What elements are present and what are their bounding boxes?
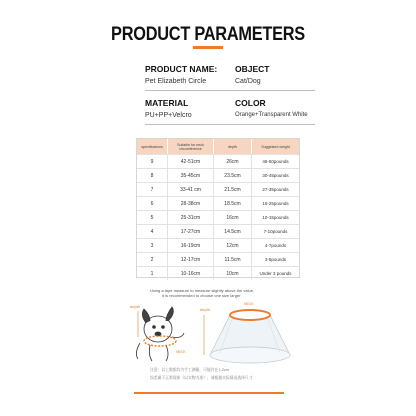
dog-cone-illustration (120, 293, 320, 365)
spec-cell: 2 (150, 256, 154, 263)
measure-note-line1: Using a tape measure to measure slightly above the value, (150, 288, 255, 293)
depth-label-dog: depth (130, 304, 141, 309)
table-row (137, 196, 299, 210)
measurement-illustration (120, 293, 320, 365)
table-header (137, 139, 299, 154)
depth-cell: 18.5cm (213, 197, 251, 210)
material-label: MATERIAL (145, 98, 189, 108)
table-row (137, 210, 299, 224)
color-value: Orange+Transparent White (235, 112, 308, 118)
weight-cell: 27-35pounds (251, 183, 299, 196)
spec-cell: 9 (150, 158, 154, 165)
depth-cell: 11.5cm (213, 253, 251, 266)
material-value: PU+PP+Velcro (145, 112, 192, 119)
neck-cell: 10-16cm (167, 267, 213, 280)
header-neck-circumference: Suitable for neck circumference (167, 139, 213, 154)
table-row (137, 182, 299, 196)
spec-cell: 8 (150, 172, 154, 179)
product-name-label: PRODUCT NAME: (145, 64, 218, 74)
depth-label-cone: depth (200, 307, 211, 312)
spec-cell: 3 (150, 242, 154, 249)
size-table (136, 138, 300, 278)
spec-cell: 4 (150, 228, 154, 235)
neck-label-cone: NECK (244, 302, 254, 306)
neck-cell: 17-27cm (167, 225, 213, 238)
table-row (137, 154, 299, 168)
weight-cell: 4-7pounds (251, 239, 299, 252)
neck-cell: 12-17cm (167, 253, 213, 266)
depth-cell: 26cm (213, 155, 251, 168)
depth-cell: 21.5cm (213, 183, 251, 196)
neck-cell: 35-45cm (167, 169, 213, 182)
neck-label-dog: NECK (176, 350, 186, 354)
spec-cell: 1 (150, 270, 154, 277)
cone-icon (210, 310, 290, 363)
depth-cell: 10cm (213, 267, 251, 280)
title-underline (193, 46, 223, 49)
page-title: PRODUCT PARAMETERS (111, 24, 305, 45)
weight-cell: Under 3 pounds (251, 267, 299, 280)
header-depth: depth (213, 139, 251, 154)
depth-cell: 23.5cm (213, 169, 251, 182)
header-specifications: specifications (141, 144, 163, 149)
spec-cell: 7 (150, 186, 154, 193)
weight-cell: 15-25pounds (251, 197, 299, 210)
neck-cell: 42-51cm (167, 155, 213, 168)
object-label: OBJECT (235, 64, 270, 74)
table-row (137, 168, 299, 182)
color-label: COLOR (235, 98, 266, 108)
measure-note-line2: it is recommended to choose one size larger (162, 293, 241, 298)
divider-line (145, 90, 315, 91)
neck-cell: 28-38cm (167, 197, 213, 210)
spec-cell: 5 (150, 214, 154, 221)
footer-note-line1: 注意：以上数据均为手工测量，可能存在1-2cm (150, 368, 229, 372)
footer-note-line2: 误差属于正常现象（以实物为准），请根据实际情况选择尺寸 (150, 376, 253, 380)
object-value: Cat/Dog (235, 78, 261, 85)
neck-cell: 16-19cm (167, 239, 213, 252)
weight-cell: 30-45pounds (251, 169, 299, 182)
spec-cell: 6 (150, 200, 154, 207)
depth-cell: 16cm (213, 211, 251, 224)
bottom-accent-line (134, 392, 284, 394)
neck-cell: 33-41 cm (167, 183, 213, 196)
product-info (145, 62, 313, 132)
header-suggested-weight: Suggested weight (251, 139, 299, 154)
neck-cell: 25-31cm (167, 211, 213, 224)
weight-cell: 46-50pounds (251, 155, 299, 168)
depth-cell: 14.5cm (213, 225, 251, 238)
table-row (137, 238, 299, 252)
divider-line (145, 124, 315, 125)
weight-cell: 10-15pounds (251, 211, 299, 224)
product-name-value: Pet Elizabeth Circle (145, 78, 207, 85)
table-row (137, 266, 299, 280)
table-row (137, 224, 299, 238)
depth-cell: 12cm (213, 239, 251, 252)
weight-cell: 3-5pounds (251, 253, 299, 266)
table-row (137, 252, 299, 266)
weight-cell: 7-10pounds (251, 225, 299, 238)
